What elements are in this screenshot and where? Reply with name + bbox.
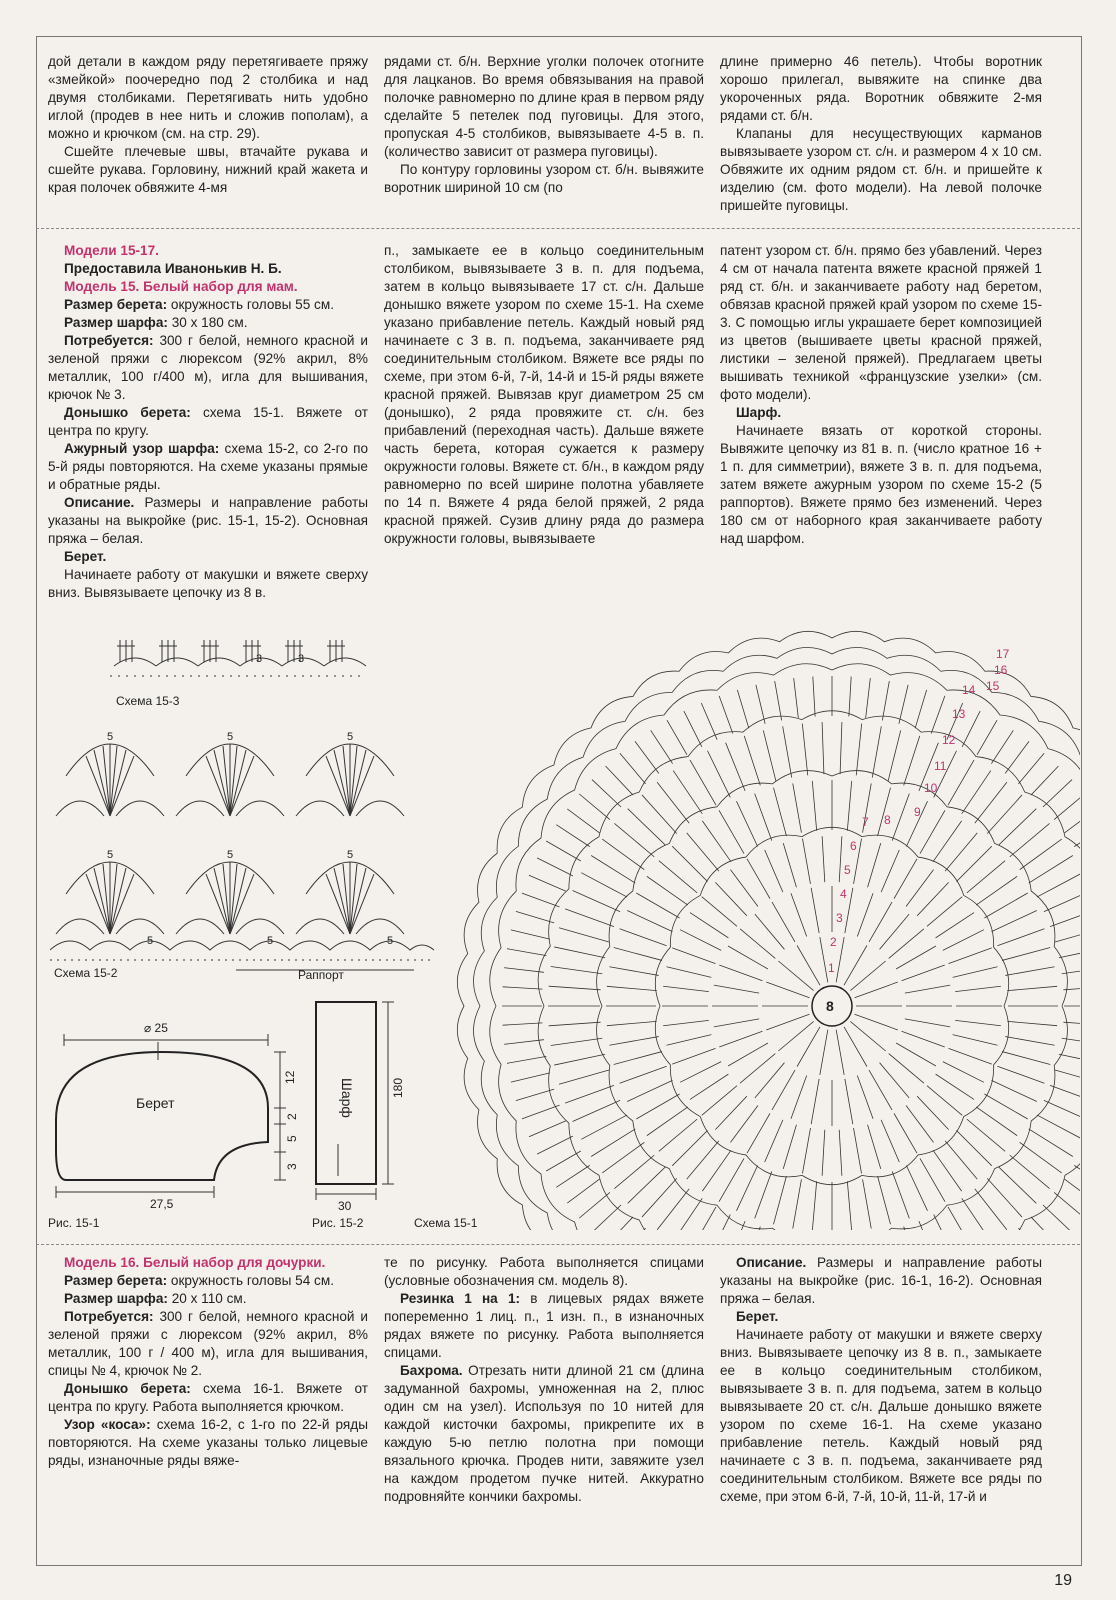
paragraph: Начинаете работу от макушки и вяжете сверху вниз. Вывязываете цепочку из 8 в. bbox=[48, 567, 368, 600]
label: Размер берета: bbox=[64, 1273, 168, 1288]
round-number: 8 bbox=[884, 813, 891, 827]
scheme-label: 3 bbox=[256, 653, 263, 665]
label: Размер шарфа: bbox=[64, 1291, 168, 1306]
figure-15-1-caption: Рис. 15-1 bbox=[48, 1216, 100, 1230]
label: Описание. bbox=[64, 495, 135, 510]
paragraph: патент узором ст. б/н. прямо без убавлений. Через 4 см от начала патента вяжете красной пряжей 1 ряд ст. б/н. и заканчиваете работу над беретом, обвязав красной пряжей край узором по схеме 15-3. С помощью иглы украшаете берет композицией из цветов (вышиваете цветы красной пряжей, листики – зеленой пряжей). Предлагаем цветы вышивать техникой «французские узелки» (см. фото модели). bbox=[720, 243, 1042, 402]
label: Резинка 1 на 1: bbox=[400, 1291, 521, 1306]
scheme-15-3-caption: Схема 15-3 bbox=[116, 694, 180, 708]
dimension-label: 2 bbox=[285, 1113, 299, 1120]
beret-subheading: Берет. bbox=[736, 1309, 779, 1324]
model16-column-3 bbox=[720, 1254, 1042, 1506]
value: схема 15-1. Вяжете от центра по кругу. bbox=[48, 405, 368, 438]
dimension-label: ⌀ 25 bbox=[144, 1021, 168, 1035]
page-number: 19 bbox=[1054, 1572, 1072, 1589]
value: схема 16-2, с 1-го по 22-й ряды повторяются. На схеме указаны только лицевые ряды, изнаночные ряды вяже- bbox=[48, 1417, 368, 1468]
scheme-label: 5 bbox=[347, 731, 354, 743]
value: в лицевых рядах вяжете попеременно 1 лиц. п., 1 изн. п., в изнаночных рядах вяжете по рисунку. Работа выполняется спицами. bbox=[384, 1291, 704, 1360]
value: Размеры и направление работы указаны на выкройке (рис. 15-1, 15-2). Основная пряжа – белая. bbox=[48, 495, 368, 546]
paragraph: рядами ст. б/н. Верхние уголки полочек отогните для лацканов. Во время обвязывания на правой полочке равномерно по длине края в первом ряду сделайте 5 петелек под пуговицы. Для этого, пропуская 4-5 столбиков, вывязываете 4-5 в. п. (количество зависит от размера пуговицы). bbox=[384, 54, 704, 159]
scheme-15-1-caption: Схема 15-1 bbox=[414, 1216, 478, 1230]
label: Потребуется: bbox=[64, 1309, 154, 1324]
label: Описание. bbox=[736, 1255, 807, 1270]
scarf-subheading: Шарф. bbox=[736, 405, 782, 420]
models-heading: Модели 15-17. bbox=[64, 243, 159, 258]
paragraph: п., замыкаете ее в кольцо соединительным столбиком, вывязываете 3 в. п. для подъема, затем в кольцо вывязываете 17 ст. с/н. Дальше донышко вяжете узором по схеме 15-1. На схеме указано прибавление петель. Каждый новый ряд начинаете с 3 в. п. подъема, заканчиваете ряд соединительным столбиком. Вяжете все ряды по схеме, при этом 6-й, 7-й, 14-й и 15-й ряды вяжете красной пряжей. Вывязав круг диаметром 25 см (донышко), 2 ряда провяжите ст. с/н. без прибавлений (переходная часть). Дальше вяжете часть берета, которая сужается к размеру окружности головы. Вяжете ст. б/н., в каждом ряду равномерно по всей ширине полотна убавляете по 14 п. Вяжете 4 ряда белой пряжей, 2 ряда красной пряжей. Сузив длину ряда до размера окружности головы, вывязываете bbox=[384, 243, 704, 546]
dimension-label: 30 bbox=[338, 1199, 352, 1213]
scheme-label: 5 bbox=[147, 935, 154, 947]
paragraph: Начинаете вязать от короткой стороны. Вывяжите цепочку из 81 в. п. (число кратное 16 + 1 п. для симметрии), вяжете 3 в. п. для подъема, затем вяжете ажурным узором по схеме 15-2 (5 раппортов). Вяжете прямо без изменений. Через 180 см от наборного края заканчиваете работу над шарфом. bbox=[720, 423, 1042, 546]
scarf-shape-label: Шарф bbox=[339, 1078, 355, 1118]
dimension-label: 12 bbox=[283, 1070, 297, 1084]
section-divider bbox=[36, 1244, 1080, 1245]
dimension-label: 180 bbox=[391, 1077, 405, 1098]
round-number: 15 bbox=[986, 679, 1000, 693]
round-number: 6 bbox=[850, 839, 857, 853]
model15-column-1 bbox=[48, 242, 368, 602]
value: 300 г белой, немного красной и зеленой пряжи с люрексом (92% акрил, 8% металлик, 100 г / 400 м), игла для вышивания, спицы № 4, крючок № 2. bbox=[48, 1309, 368, 1378]
round-number: 2 bbox=[830, 935, 837, 949]
scheme-label: 5 bbox=[227, 731, 234, 743]
top-column-1 bbox=[48, 53, 368, 197]
model15-column-3 bbox=[720, 242, 1042, 548]
value: схема 15-2, со 2-го по 5-й ряды повторяются. На схеме указаны прямые и обратные ряды. bbox=[48, 441, 369, 492]
round-number: 16 bbox=[994, 663, 1008, 677]
center-label: 8 bbox=[826, 998, 834, 1014]
round-number: 3 bbox=[836, 911, 843, 925]
round-number: 4 bbox=[840, 887, 847, 901]
value: схема 16-1. Вяжете от центра по кругу. Работа выполняется крючком. bbox=[48, 1381, 368, 1414]
scheme-label: 3 bbox=[298, 653, 305, 665]
dimension-label: 3 bbox=[285, 1163, 299, 1170]
scheme-15-1-diagram bbox=[430, 606, 1080, 1230]
model16-column-1 bbox=[48, 1254, 368, 1470]
value: 30 х 180 см. bbox=[171, 315, 248, 330]
round-number: 17 bbox=[996, 647, 1010, 661]
model15-column-2 bbox=[384, 242, 704, 548]
label: Донышко берета: bbox=[64, 405, 191, 420]
round-number: 13 bbox=[952, 707, 966, 721]
value: окружность головы 54 см. bbox=[170, 1273, 334, 1288]
label: Узор «коса»: bbox=[64, 1417, 151, 1432]
scheme-15-2-diagram bbox=[50, 716, 436, 972]
paragraph: Сшейте плечевые швы, втачайте рукава и сшейте рукава. Горловину, нижний край жакета и края полочек обвяжите 4-мя bbox=[48, 144, 368, 195]
scheme-label: 5 bbox=[347, 849, 354, 861]
scheme-15-2-caption: Схема 15-2 bbox=[54, 966, 118, 980]
top-column-2 bbox=[384, 53, 704, 197]
dimension-label: 5 bbox=[285, 1135, 299, 1142]
paragraph: Клапаны для несуществующих карманов вывязываете узором ст. с/н. и размером 4 х 10 см. Обвяжите их одним рядом ст. б/н. и пришейте к изделию (см. фото модели). На левой полочке пришейте пуговицы. bbox=[720, 126, 1042, 213]
round-number: 5 bbox=[844, 863, 851, 877]
scheme-label: 5 bbox=[107, 731, 114, 743]
scheme-label: 5 bbox=[107, 849, 114, 861]
section-divider bbox=[36, 228, 1080, 229]
scheme-label: 5 bbox=[227, 849, 234, 861]
label: Донышко берета: bbox=[64, 1381, 191, 1396]
round-number: 14 bbox=[962, 683, 976, 697]
value: окружность головы 55 см. bbox=[170, 297, 334, 312]
model15-title: Модель 15. Белый набор для мам. bbox=[64, 279, 298, 294]
beret-subheading: Берет. bbox=[64, 549, 107, 564]
model16-title: Модель 16. Белый набор для дочурки. bbox=[64, 1255, 326, 1270]
value: Размеры и направление работы указаны на выкройке (рис. 16-1, 16-2). Основная пряжа – белая. bbox=[720, 1255, 1042, 1306]
round-number: 9 bbox=[914, 805, 921, 819]
value: Отрезать нити длиной 21 см (длина задуманной бахромы, умноженная на 2, плюс один см на узел). Используя по 10 нитей для каждой кисточки бахромы, прикрепите их в каждую 5-ю петлю полотна при помощи вязального крючка. Продев нити, завяжите узел на каждом продетом пучке нитей. Аккуратно подровняйте кончики бахромы. bbox=[384, 1363, 704, 1504]
round-number: 7 bbox=[862, 815, 869, 829]
scheme-label: 5 bbox=[387, 935, 394, 947]
label: Потребуется: bbox=[64, 333, 154, 348]
label: Размер шарфа: bbox=[64, 315, 168, 330]
beret-shape-label: Берет bbox=[136, 1095, 175, 1111]
round-number: 1 bbox=[828, 961, 835, 975]
scheme-15-3-diagram bbox=[110, 628, 370, 696]
round-number: 12 bbox=[942, 733, 956, 747]
paragraph: те по рисунку. Работа выполняется спицами (условные обозначения см. модель 8). bbox=[384, 1255, 704, 1288]
dimension-label: 27,5 bbox=[150, 1197, 174, 1211]
scheme-label: 5 bbox=[267, 935, 274, 947]
paragraph: длине примерно 46 петель). Чтобы воротник хорошо прилегал, вывяжите на спинке два укороченных ряда. Воротник обвяжите 2-мя рядами ст. б/н. bbox=[720, 54, 1042, 123]
model16-column-2 bbox=[384, 1254, 704, 1506]
figure-15-2-scarf bbox=[308, 994, 408, 1214]
paragraph: Начинаете работу от макушки и вяжете сверху вниз. Вывязываете цепочку из 8 в. п., замыкаете ее в кольцо соединительным столбиком, вывязываете 3 в. п. для подъема, затем в кольцо вывязываете 20 ст. с/н. Дальше донышко вяжете узором по схеме 16-1. На схеме указано прибавление петель. Каждый новый ряд начинаете с 3 в. п. подъема, заканчиваете ряд соединительным столбиком. Вяжете все ряды по схеме, при этом 6-й, 7-й, 10-й, 11-й, 17-й и bbox=[720, 1327, 1042, 1504]
rapport-label: Раппорт bbox=[298, 968, 344, 982]
value: 300 г белой, немного красной и зеленой пряжи с люрексом (92% акрил, 8% металлик, 100 г/400 м), игла для вышивания, крючок № 3. bbox=[48, 333, 368, 402]
label: Бахрома. bbox=[400, 1363, 463, 1378]
paragraph: По контуру горловины узором ст. б/н. вывяжите воротник шириной 10 см (по bbox=[384, 162, 704, 195]
figure-15-1-beret bbox=[44, 1012, 306, 1218]
round-number: 11 bbox=[934, 759, 947, 773]
label: Размер берета: bbox=[64, 297, 168, 312]
value: 20 х 110 см. bbox=[171, 1291, 247, 1306]
paragraph: дой детали в каждом ряду перетягиваете пряжу «змейкой» поочередно под 2 столбика и над двумя столбиками. Перетягивать нить удобно иглой (продев в нее нить и сложив пополам), а можно и крючком (см. на стр. 29). bbox=[48, 54, 368, 141]
credit: Предоставила Иванонькив Н. Б. bbox=[64, 261, 282, 276]
top-column-3 bbox=[720, 53, 1042, 215]
round-number: 10 bbox=[924, 781, 938, 795]
stitch-pattern bbox=[457, 631, 1080, 1230]
label: Ажурный узор шарфа: bbox=[64, 441, 220, 456]
figure-15-2-caption: Рис. 15-2 bbox=[312, 1216, 364, 1230]
